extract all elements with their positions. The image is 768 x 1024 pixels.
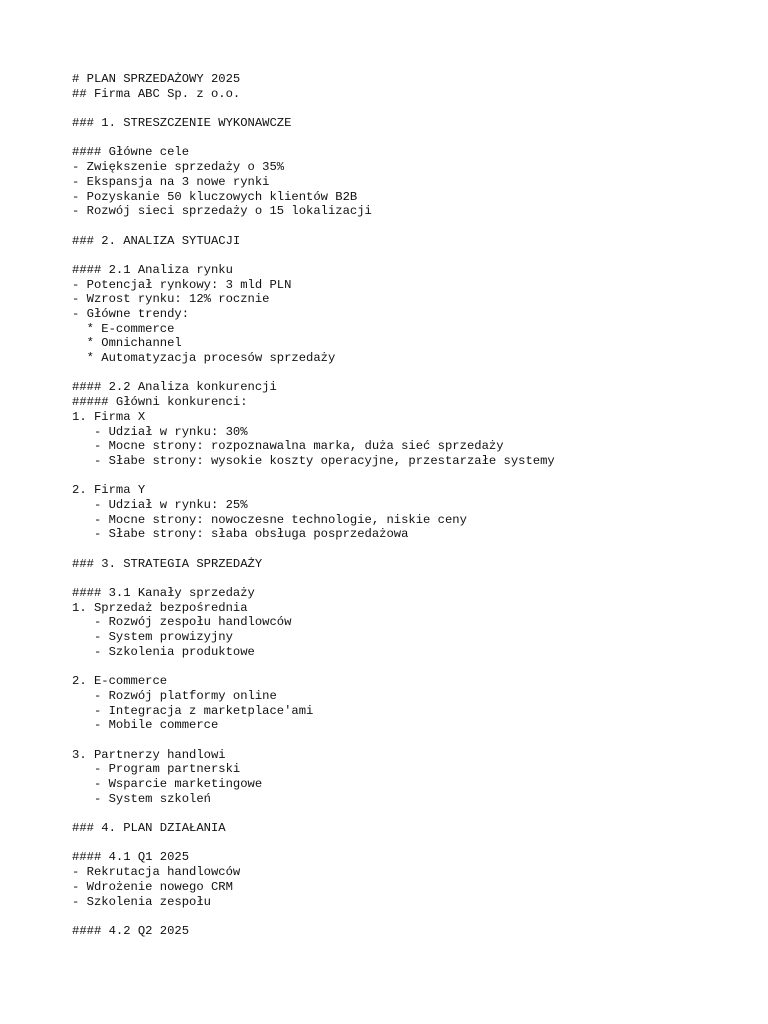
list-item-line: - Mocne strony: rozpoznawalna marka, duża sieć sprzedaży <box>72 439 504 454</box>
section-heading-line: ### 3. STRATEGIA SPRZEDAŻY <box>72 556 263 571</box>
list-item-line: * Omnichannel <box>72 336 182 351</box>
blank-line <box>72 101 752 116</box>
list-item-line: - Rozwój sieci sprzedaży o 15 lokalizacji <box>72 204 372 219</box>
list-item-line: - Mocne strony: nowoczesne technologie, niskie ceny <box>72 512 467 527</box>
list-item-line: - Rozwój zespołu handlowców <box>72 615 292 630</box>
blank-line <box>72 806 752 821</box>
section-heading-line: ### 4. PLAN DZIAŁANIA <box>72 821 226 836</box>
subheading-line: #### Główne cele <box>72 145 190 160</box>
section-heading-line: ### 2. ANALIZA SYTUACJI <box>72 233 241 248</box>
numbered-item-line: 1. Firma X <box>72 409 146 424</box>
list-item-line: - Szkolenia produktowe <box>72 644 255 659</box>
blank-line <box>72 571 752 586</box>
list-item-line: - Rekrutacja handlowców <box>72 865 241 880</box>
document-title-line: # PLAN SPRZEDAŻOWY 2025 <box>72 72 241 86</box>
list-item-line: - Ekspansja na 3 nowe rynki <box>72 174 270 189</box>
subsubheading-line: ##### Główni konkurenci: <box>72 395 248 410</box>
blank-line <box>72 836 752 851</box>
list-item-line: - Pozyskanie 50 kluczowych klientów B2B <box>72 189 358 204</box>
numbered-item-line: 2. E-commerce <box>72 674 168 689</box>
list-item-line: - System prowizyjny <box>72 630 233 645</box>
list-item-line: - Zwiększenie sprzedaży o 35% <box>72 160 285 175</box>
list-item-line: - Udział w rynku: 25% <box>72 497 248 512</box>
subheading-line: #### 3.1 Kanały sprzedaży <box>72 586 255 601</box>
list-item-line: - Słabe strony: słaba obsługa posprzedażowa <box>72 527 409 542</box>
numbered-item-line: 2. Firma Y <box>72 483 146 498</box>
list-item-line: - System szkoleń <box>72 791 211 806</box>
list-item-line: - Integracja z marketplace'ami <box>72 703 314 718</box>
list-item-line: * E-commerce <box>72 321 175 336</box>
blank-line <box>72 366 752 381</box>
numbered-item-line: 1. Sprzedaż bezpośrednia <box>72 600 248 615</box>
list-item-line: - Wsparcie marketingowe <box>72 777 263 791</box>
list-item-line: - Szkolenia zespołu <box>72 894 211 909</box>
blank-line <box>72 542 752 557</box>
list-item-line: - Udział w rynku: 30% <box>72 424 248 439</box>
subheading-line: #### 2.2 Analiza konkurencji <box>72 380 277 395</box>
company-name-line: ## Firma ABC Sp. z o.o. <box>72 86 241 101</box>
subheading-line: #### 4.1 Q1 2025 <box>72 850 190 865</box>
list-item-line: - Program partnerski <box>72 762 241 777</box>
blank-line <box>72 909 752 924</box>
list-item-line: - Rozwój platformy online <box>72 688 277 703</box>
list-item-line: * Automatyzacja procesów sprzedaży <box>72 351 336 366</box>
list-item-line: - Główne trendy: <box>72 307 190 321</box>
blank-line <box>72 248 752 263</box>
list-item-line: - Potencjał rynkowy: 3 mld PLN <box>72 277 292 292</box>
list-item-line: - Słabe strony: wysokie koszty operacyjne, przestarzałe systemy <box>72 453 555 468</box>
subheading-line: #### 2.1 Analiza rynku <box>72 262 233 277</box>
blank-line <box>72 469 752 484</box>
section-heading-line: ### 1. STRESZCZENIE WYKONAWCZE <box>72 116 292 131</box>
list-item-line: - Mobile commerce <box>72 718 219 733</box>
blank-line <box>72 733 752 748</box>
blank-line <box>72 219 752 234</box>
list-item-line: - Wzrost rynku: 12% rocznie <box>72 292 270 307</box>
subheading-line: #### 4.2 Q2 2025 <box>72 923 190 938</box>
blank-line <box>72 131 752 146</box>
numbered-item-line: 3. Partnerzy handlowi <box>72 747 226 762</box>
list-item-line: - Wdrożenie nowego CRM <box>72 879 233 894</box>
document-page <box>72 72 752 939</box>
blank-line <box>72 660 752 675</box>
